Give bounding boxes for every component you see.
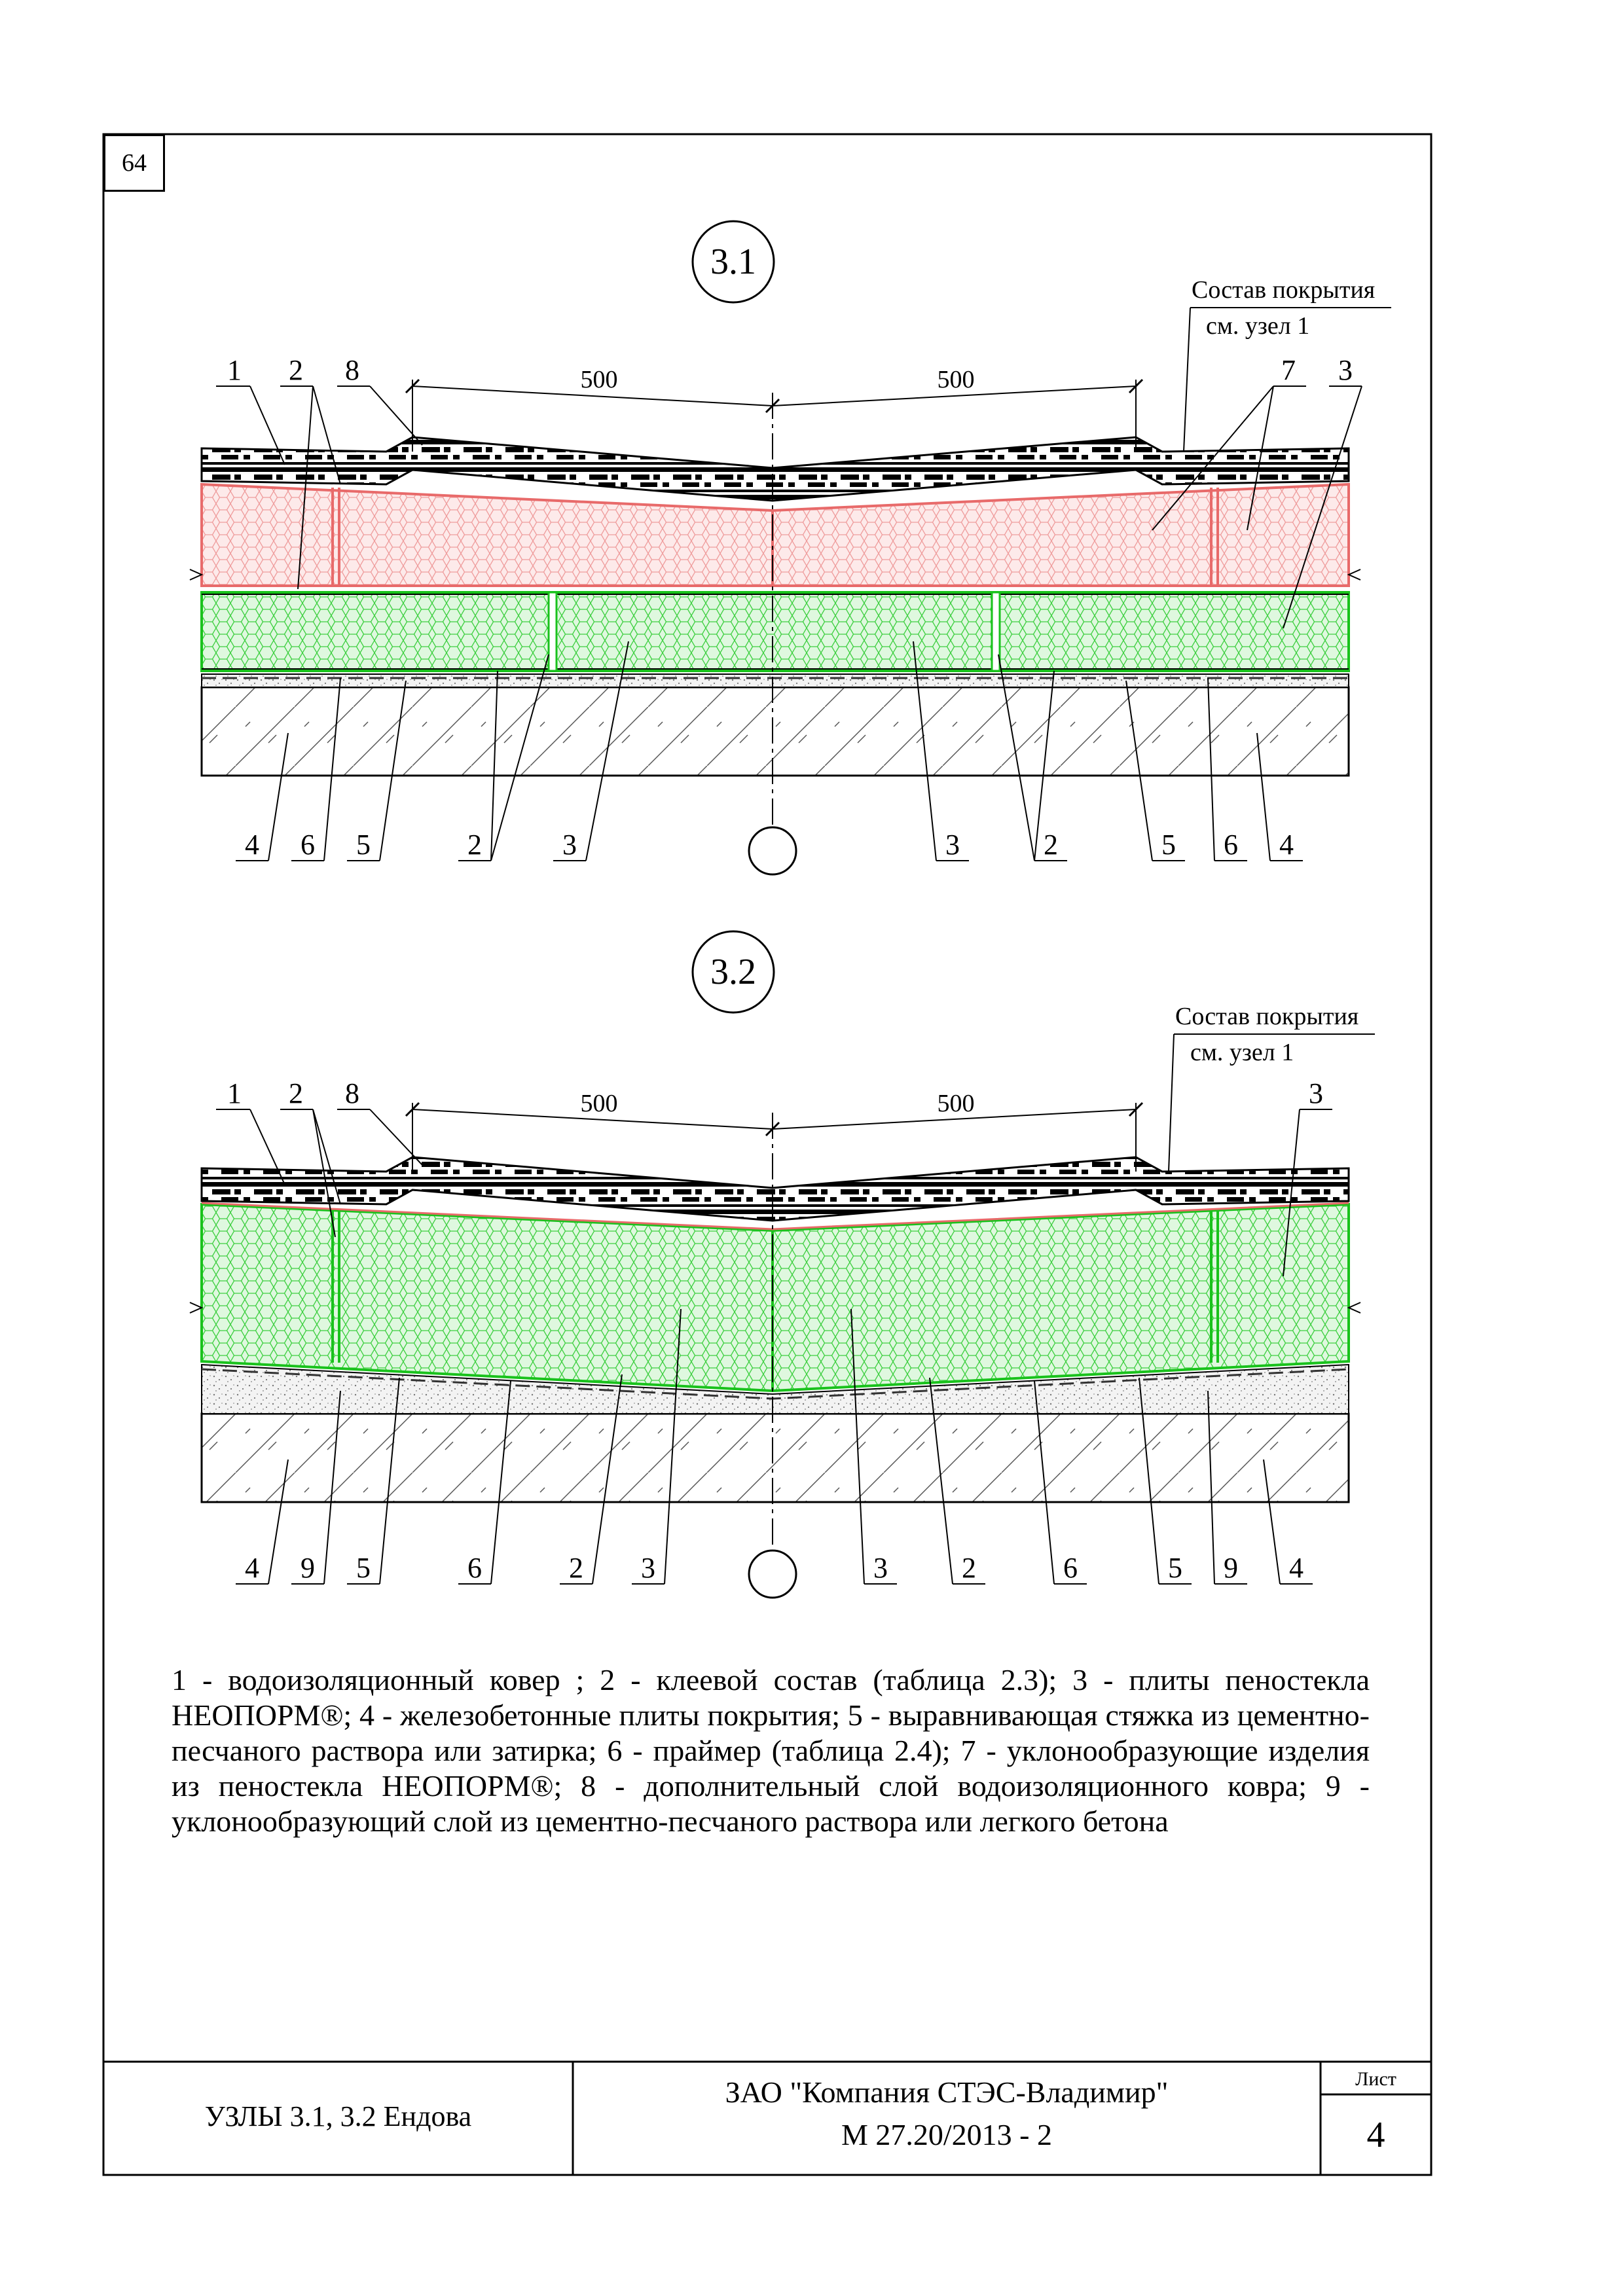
- drawing-name: УЗЛЫ 3.1, 3.2 Ендова: [204, 2100, 472, 2132]
- callout-bottom: 2: [1044, 829, 1058, 861]
- callout-bottom: 4: [245, 1552, 259, 1584]
- foam-glass-slab: [202, 592, 1349, 671]
- dimension-left: 500: [580, 1090, 618, 1117]
- callout-8: 8: [345, 1077, 359, 1109]
- callout-bottom: 5: [356, 1552, 371, 1584]
- callout-bottom: 5: [356, 829, 371, 861]
- node-3-1-label: 3.1: [710, 242, 756, 282]
- sheet-number: 4: [1366, 2115, 1385, 2155]
- callout-bottom: 6: [1224, 829, 1238, 861]
- callout-3: 3: [1309, 1077, 1323, 1109]
- callout-bottom: 4: [1279, 829, 1294, 861]
- callout-bottom: 6: [1063, 1552, 1078, 1584]
- legend-text: 1 - водоизоляционный ковер ; 2 - клеевой состав (таблица 2.3); 3 - плиты пеностекла НЕОПОРМ®; 4 - железобетонные плиты покрытия; 5 - выравнивающая стяжка из цементно-песчаного раствора или затирка; 6 - праймер (таблица 2.4); 7 - уклонообразующие изделия из пеностекла НЕОПОРМ®; 8 - дополнительный слой водоизоляционного ковра; 9 - уклонообразующий слой из цементно-песчаного раствора или легкого бетона: [172, 1663, 1370, 1838]
- composition-note-line2: см. узел 1: [1206, 312, 1310, 340]
- dimension-left: 500: [580, 366, 618, 393]
- callout-1: 1: [227, 354, 242, 386]
- callout-8: 8: [345, 354, 359, 386]
- callout-2: 2: [289, 1077, 303, 1109]
- concrete-slab: [202, 1414, 1349, 1502]
- callout-bottom: 5: [1168, 1552, 1182, 1584]
- callout-1: 1: [227, 1077, 242, 1109]
- sheet-border: [103, 134, 1431, 2175]
- callout-2: 2: [289, 354, 303, 386]
- callout-bottom: 6: [467, 1552, 482, 1584]
- callout-bottom: 5: [1161, 829, 1176, 861]
- dimension-right: 500: [937, 366, 975, 393]
- company-name: ЗАО "Компания СТЭС-Владимир": [725, 2075, 1169, 2109]
- callout-bottom: 4: [1289, 1552, 1304, 1584]
- sheet-label: Лист: [1355, 2068, 1396, 2090]
- node-3-1-drawing: [190, 221, 1391, 874]
- dimension-right: 500: [937, 1090, 975, 1117]
- callout-bottom: 2: [569, 1552, 583, 1584]
- composition-note-line1: Состав покрытия: [1175, 1003, 1359, 1030]
- callout-bottom: 4: [245, 829, 259, 861]
- document-code: М 27.20/2013 - 2: [841, 2118, 1052, 2151]
- node-3-2-label: 3.2: [710, 952, 756, 992]
- callout-bottom: 9: [1224, 1552, 1238, 1584]
- callout-bottom: 3: [641, 1552, 655, 1584]
- callout-3: 3: [1338, 354, 1353, 386]
- callout-bottom: 2: [962, 1552, 976, 1584]
- concrete-slab: [202, 687, 1349, 776]
- callout-bottom: 3: [873, 1552, 888, 1584]
- callout-bottom: 9: [301, 1552, 315, 1584]
- page-number: 64: [103, 134, 165, 192]
- screed-layer: [202, 674, 1349, 687]
- composition-note-line1: Состав покрытия: [1192, 276, 1376, 304]
- callout-bottom: 3: [945, 829, 960, 861]
- callout-bottom: 6: [301, 829, 315, 861]
- callout-bottom: 2: [467, 829, 482, 861]
- node-3-2-drawing: [190, 931, 1375, 1598]
- foam-glass-slab: [202, 1204, 1349, 1391]
- callout-7: 7: [1281, 354, 1296, 386]
- callout-bottom: 3: [562, 829, 577, 861]
- composition-note-line2: см. узел 1: [1190, 1039, 1294, 1066]
